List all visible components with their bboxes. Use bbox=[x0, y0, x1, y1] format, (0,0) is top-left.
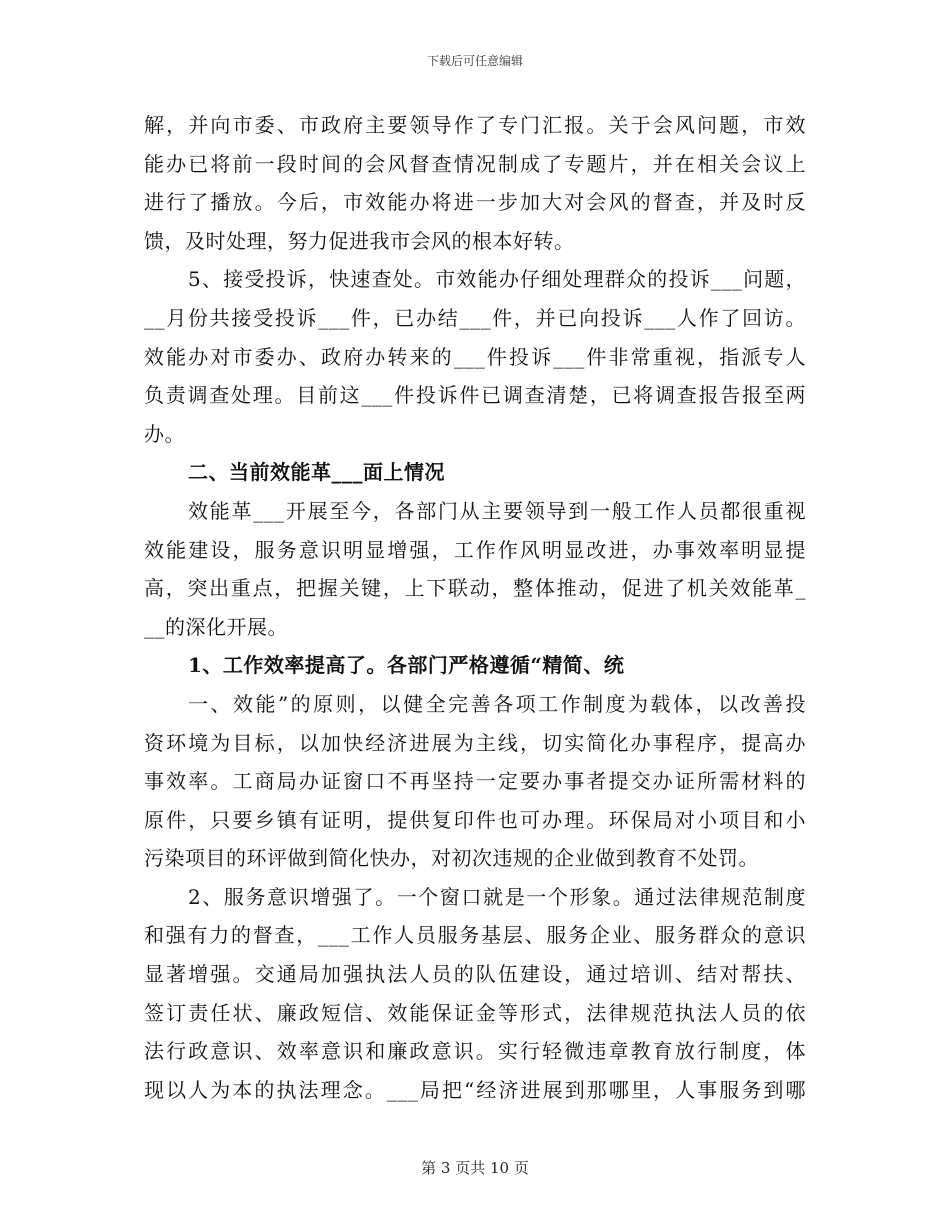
text-line: __的深化开展。 bbox=[144, 614, 288, 639]
text-line: 5、接受投诉，快速查处。市效能办仔细处理群众的投诉___问题， bbox=[188, 267, 806, 292]
text-line: 一、效能”的原则，以健全完善各项工作制度为载体，以改善投 bbox=[188, 691, 806, 716]
text-line: __月份共接受投诉___件，已办结___件，并已向投诉___人作了回访。 bbox=[144, 305, 806, 330]
text-line: 高，突出重点，把握关键，上下联动，整体推动，促进了机关效能革_ bbox=[144, 576, 806, 601]
text-line: 事效率。工商局办证窗口不再坚持一定要办事者提交办证所需材料的 bbox=[144, 769, 806, 794]
text-line: 解，并向市委、市政府主要领导作了专门汇报。关于会风问题，市效 bbox=[144, 113, 806, 137]
text-line: 效能办对市委办、政府办转来的___件投诉___件非常重视，指派专人 bbox=[144, 344, 806, 369]
text-line: 现以人为本的执法理念。___局把“经济进展到那哪里，人事服务到哪 bbox=[144, 1077, 806, 1102]
text-line: 法行政意识、效率意识和廉政意识。实行轻微违章教育放行制度，体 bbox=[144, 1039, 806, 1064]
section-heading: 二、当前效能革___面上情况 bbox=[188, 460, 445, 485]
page-footer: 第 3 页共 10 页 bbox=[421, 1159, 529, 1177]
text-line: 资环境为目标，以加快经济进展为主线，切实简化办事程序，提高办 bbox=[144, 730, 806, 755]
text-line: 原件，只要乡镇有证明，提供复印件也可办理。环保局对小项目和小 bbox=[144, 807, 806, 832]
text-line: 负责调查处理。目前这___件投诉件已调查清楚，已将调查报告报至两 bbox=[144, 383, 806, 408]
text-line: 馈，及时处理，努力促进我市会风的根本好转。 bbox=[144, 228, 575, 253]
text-line: 办。 bbox=[144, 421, 185, 446]
page-header: 下载后可任意编辑 bbox=[426, 54, 523, 68]
text-line: 签订责任状、廉政短信、效能保证金等形式，法律规范执法人员的依 bbox=[144, 1000, 806, 1025]
text-line: 效能建设，服务意识明显增强，工作作风明显改进，办事效率明显提 bbox=[144, 537, 806, 562]
text-line: 进行了播放。今后，市效能办将进一步加大对会风的督查，并及时反 bbox=[144, 190, 806, 215]
text-line: 能办已将前一段时间的会风督查情况制成了专题片，并在相关会议上 bbox=[144, 151, 806, 176]
subsection-heading: 1、工作效率提高了。各部门严格遵循“精简、统 bbox=[188, 653, 625, 678]
text-line: 效能革___开展至今，各部门从主要领导到一般工作人员都很重视 bbox=[188, 498, 806, 523]
text-line: 污染项目的环评做到简化快办，对初次违规的企业做到教育不处罚。 bbox=[144, 846, 759, 871]
text-line: 2、服务意识增强了。一个窗口就是一个形象。通过法律规范制度 bbox=[188, 884, 806, 909]
document-body bbox=[144, 106, 806, 1109]
text-line: 和强有力的督查，___工作人员服务基层、服务企业、服务群众的意识 bbox=[144, 923, 806, 948]
text-line: 显著增强。交通局加强执法人员的队伍建设，通过培训、结对帮扶、 bbox=[144, 962, 806, 987]
